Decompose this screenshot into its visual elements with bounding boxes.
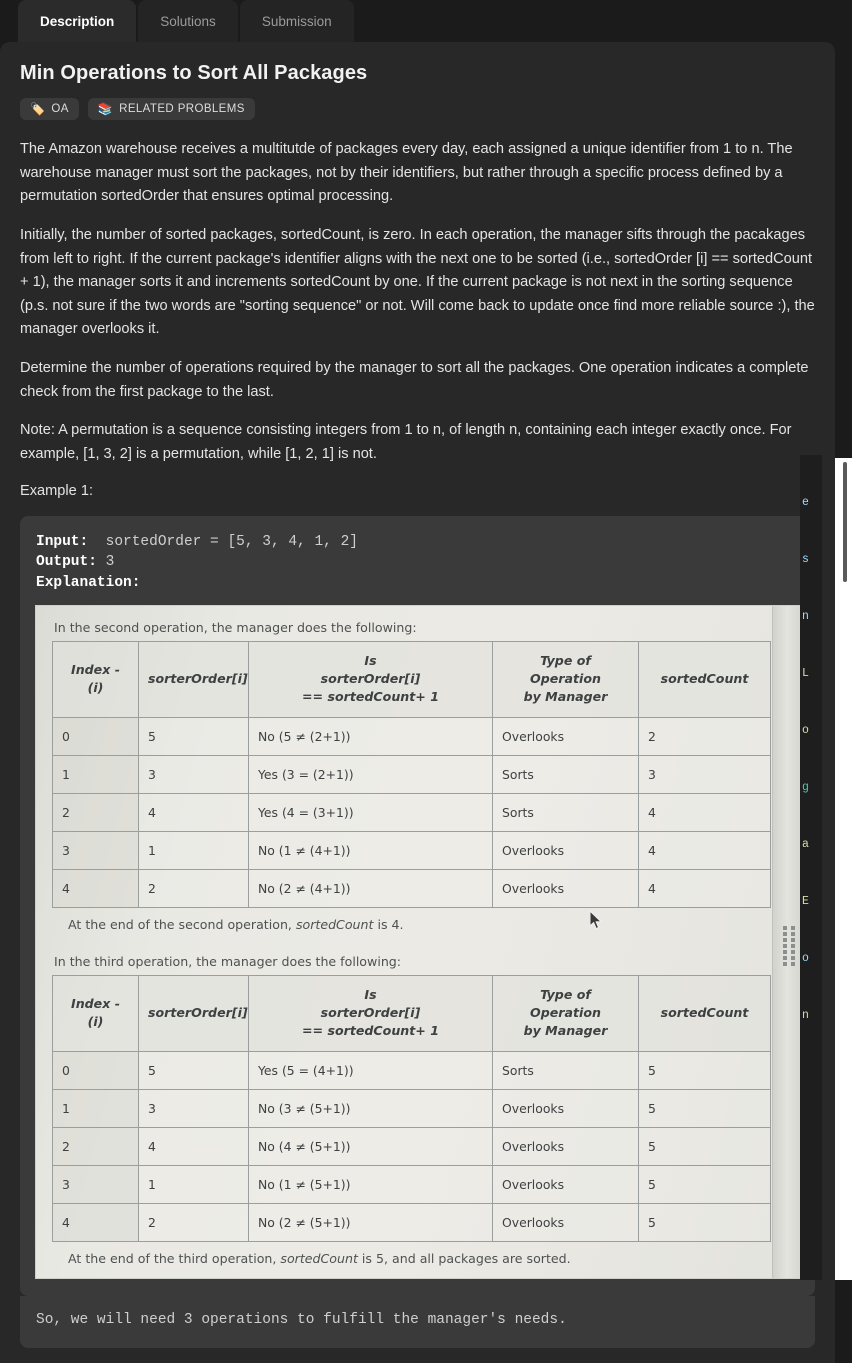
figure-note-third [68, 1251, 792, 1266]
table-row [53, 1165, 771, 1203]
example-input-value: sortedOrder = [5, 3, 4, 1, 2] [105, 534, 358, 551]
table-row [53, 831, 771, 869]
cell-index: 3 [53, 831, 139, 869]
header-index [53, 641, 139, 717]
header-index-l2: (i) [87, 1014, 104, 1030]
header-is [249, 975, 493, 1051]
cell-is: No (2 ≠ (5+1)) [249, 1203, 493, 1241]
editor-line: e [802, 496, 809, 509]
cell-count: 5 [639, 1127, 771, 1165]
header-type [493, 641, 639, 717]
cell-index: 4 [53, 869, 139, 907]
cell-is: No (4 ≠ (5+1)) [249, 1127, 493, 1165]
cell-is: No (2 ≠ (4+1)) [249, 869, 493, 907]
cell-type: Overlooks [493, 1203, 639, 1241]
paragraph-process: Initially, the number of sorted packages, sortedCount, is zero. In each operation, the manager sifts through the pacakages from left to right. If the current package's identifier aligns with the next one to be sorted (i.e., sortedOrder [i] == sortedCount + 1), the manager sorts it and increments sortedCount by one. If the current package is not next in the sorting sequence (p.s. not sure if the two words are "sorting sequence" or not. Will come back to update once find more reliable source :), the manager overlooks it. [20, 226, 815, 338]
editor-line: n [802, 1009, 809, 1022]
header-type-l3: by Manager [523, 1023, 608, 1039]
cell-is: Yes (5 = (4+1)) [249, 1051, 493, 1089]
explanation-figure [36, 606, 808, 1278]
cell-count: 4 [639, 869, 771, 907]
cell-is: No (1 ≠ (4+1)) [249, 831, 493, 869]
table-row [53, 1203, 771, 1241]
figure-table-third [52, 975, 771, 1242]
example-input-line [36, 532, 799, 552]
resize-grip-handle[interactable] [783, 926, 796, 968]
cell-order: 3 [139, 1089, 249, 1127]
header-is-l2: sorterOrder[i] [320, 671, 421, 687]
badge-oa[interactable] [20, 98, 79, 120]
editor-line: g [802, 781, 809, 794]
editor-line: a [802, 838, 809, 851]
cell-is: Yes (3 = (2+1)) [249, 755, 493, 793]
cell-index: 0 [53, 1051, 139, 1089]
header-is-l2: sorterOrder[i] [320, 1005, 421, 1021]
tab-description-label: Description [40, 13, 115, 29]
cell-type: Overlooks [493, 831, 639, 869]
table-row [53, 755, 771, 793]
note-second-em: sortedCount [295, 916, 374, 932]
example-input-label: Input: [36, 534, 89, 551]
cell-order: 5 [139, 1051, 249, 1089]
right-edge-bottom-filler [835, 1280, 852, 1363]
editor-line: L [802, 667, 809, 680]
example-conclusion-block [20, 1296, 815, 1348]
example-output-line [36, 552, 799, 572]
note-second-prefix: At the end of the second operation, [68, 916, 296, 932]
cell-count: 5 [639, 1051, 771, 1089]
right-edge-top-filler [835, 0, 852, 458]
cell-order: 5 [139, 717, 249, 755]
cell-type: Overlooks [493, 717, 639, 755]
header-is-l1: Is [364, 653, 377, 669]
cell-is: Yes (4 = (3+1)) [249, 793, 493, 831]
cell-order: 3 [139, 755, 249, 793]
cell-index: 4 [53, 1203, 139, 1241]
cell-index: 3 [53, 1165, 139, 1203]
cell-type: Sorts [493, 793, 639, 831]
page-title: Min Operations to Sort All Packages [20, 62, 368, 84]
cell-order: 2 [139, 1203, 249, 1241]
badge-oa-label: OA [51, 103, 69, 115]
cell-is: No (5 ≠ (2+1)) [249, 717, 493, 755]
badge-related-problems-label: RELATED PROBLEMS [119, 103, 245, 115]
paragraph-intro: The Amazon warehouse receives a multitutde of packages every day, each assigned a unique identifier from 1 to n. The warehouse manager must sort the packages, not by their identifiers, but rather through a specific process defined by a permutation sortedOrder that ensures optimal processing. [20, 141, 793, 205]
header-count: sortedCount [639, 641, 771, 717]
note-second-suffix: is 4. [373, 916, 404, 932]
code-editor-sliver[interactable] [800, 455, 822, 1280]
cell-index: 1 [53, 1089, 139, 1127]
paragraph-task: Determine the number of operations required by the manager to sort all the packages. One operation indicates a complete check from the first package to the last. [20, 360, 809, 400]
cell-count: 4 [639, 793, 771, 831]
description-panel[interactable] [0, 42, 835, 1363]
cell-order: 2 [139, 869, 249, 907]
cell-count: 4 [639, 831, 771, 869]
figure-note-second [68, 917, 792, 932]
example-conclusion: So, we will need 3 operations to fulfill the manager's needs. [36, 1311, 567, 1328]
table-row [53, 1051, 771, 1089]
cell-order: 4 [139, 793, 249, 831]
editor-line: E [802, 895, 809, 908]
header-is [249, 641, 493, 717]
tab-bar [0, 0, 852, 42]
note-third-suffix: is 5, and all packages are sorted. [357, 1250, 571, 1266]
cell-type: Sorts [493, 755, 639, 793]
header-type-l2: Operation [530, 671, 601, 687]
header-type-l2: Operation [530, 1005, 601, 1021]
tab-submission-label: Submission [261, 13, 332, 29]
badge-list [20, 98, 815, 120]
panel-scrollbar-thumb[interactable] [843, 462, 847, 582]
cell-index: 2 [53, 793, 139, 831]
paragraph-note: Note: A permutation is a sequence consisting integers from 1 to n, of length n, containing each integer exactly once. For example, [1, 3, 2] is a permutation, while [1, 2, 1] is not. [20, 422, 792, 463]
tab-submission[interactable] [240, 0, 354, 42]
cell-type: Overlooks [493, 869, 639, 907]
editor-line: o [802, 724, 809, 737]
tab-description[interactable] [18, 0, 136, 42]
books-icon: 📚 [97, 102, 114, 116]
cell-count: 3 [639, 755, 771, 793]
cell-order: 4 [139, 1127, 249, 1165]
table-header-row [53, 975, 771, 1051]
table-header-row [53, 641, 771, 717]
cell-order: 1 [139, 1165, 249, 1203]
header-is-l3: == sortedCount+ 1 [302, 1023, 439, 1039]
cell-count: 5 [639, 1165, 771, 1203]
cell-type: Overlooks [493, 1165, 639, 1203]
header-index [53, 975, 139, 1051]
table-third-body [53, 1051, 771, 1241]
header-type-l1: Type of [540, 987, 591, 1003]
cell-order: 1 [139, 831, 249, 869]
header-order: sorterOrder[i] [139, 641, 249, 717]
example-explanation-label: Explanation: [36, 574, 141, 591]
header-type-l3: by Manager [523, 689, 608, 705]
example-output-value: 3 [105, 554, 115, 571]
example-output-label: Output: [36, 554, 97, 571]
table-row [53, 793, 771, 831]
example-explanation-line [36, 573, 799, 593]
cell-type: Sorts [493, 1051, 639, 1089]
figure-caption-second: In the second operation, the manager does the following: [54, 619, 417, 635]
cell-is: No (1 ≠ (5+1)) [249, 1165, 493, 1203]
table-row [53, 1127, 771, 1165]
header-count: sortedCount [639, 975, 771, 1051]
header-type-l1: Type of [540, 653, 591, 669]
cell-count: 5 [639, 1203, 771, 1241]
cell-index: 2 [53, 1127, 139, 1165]
cell-is: No (3 ≠ (5+1)) [249, 1089, 493, 1127]
note-third-prefix: At the end of the third operation, [68, 1250, 281, 1266]
header-index-l1: Index - [71, 996, 120, 1012]
cell-count: 2 [639, 717, 771, 755]
header-index-l1: Index - [71, 662, 120, 678]
cell-index: 1 [53, 755, 139, 793]
editor-line: o [802, 952, 809, 965]
figure-table-second [52, 641, 771, 908]
table-second-body [53, 717, 771, 907]
tab-solutions[interactable] [138, 0, 238, 42]
table-row [53, 717, 771, 755]
note-third-em: sortedCount [280, 1250, 358, 1266]
example-code-block [20, 516, 815, 1295]
header-order: sorterOrder[i] [139, 975, 249, 1051]
figure-caption-third: In the third operation, the manager does the following: [54, 953, 402, 969]
cell-type: Overlooks [493, 1127, 639, 1165]
example-heading: Example 1: [20, 482, 94, 499]
tag-icon: 🏷️ [30, 102, 46, 116]
editor-line: n [802, 610, 809, 623]
header-index-l2: (i) [87, 680, 104, 696]
cell-index: 0 [53, 717, 139, 755]
header-is-l1: Is [364, 987, 377, 1003]
tab-solutions-label: Solutions [160, 13, 216, 29]
badge-related-problems[interactable] [88, 98, 255, 120]
table-row [53, 869, 771, 907]
cell-type: Overlooks [493, 1089, 639, 1127]
editor-line: s [802, 553, 809, 566]
header-type [493, 975, 639, 1051]
cell-count: 5 [639, 1089, 771, 1127]
table-row [53, 1089, 771, 1127]
header-is-l3: == sortedCount+ 1 [302, 689, 439, 705]
